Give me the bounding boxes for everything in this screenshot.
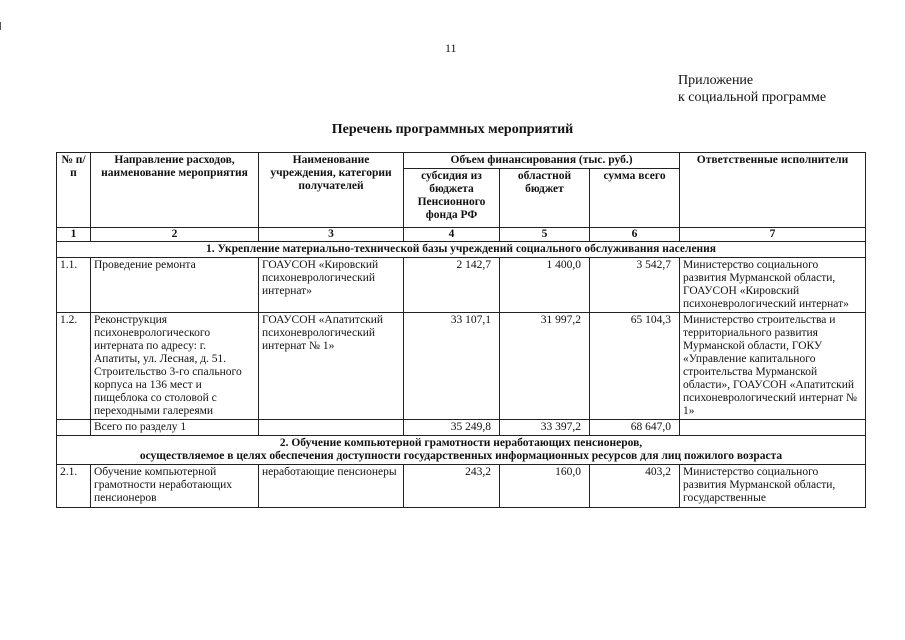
section-2-title [57, 436, 866, 465]
column-number: 4 [404, 228, 500, 242]
header-subsidy: субсидия из бюджета Пенсионного фонда РФ [404, 169, 500, 228]
row-institution: ГОАУСОН «Кировский психоневрологический интернат» [259, 258, 404, 313]
row-total: 3 542,7 [590, 258, 680, 313]
header-regional: областной бюджет [500, 169, 590, 228]
header-row-1 [57, 153, 866, 169]
scan-mark [0, 22, 1, 30]
row-regional: 31 997,2 [500, 313, 590, 420]
summary-num [57, 420, 91, 436]
header-direction: Направление расходов, наименование мероприятия [91, 153, 259, 228]
table-row [57, 258, 866, 313]
table-row [57, 465, 866, 508]
row-subsidy: 243,2 [404, 465, 500, 508]
summary-institution [259, 420, 404, 436]
row-direction: Реконструкция психоневрологического интерната по адресу: г. Апатиты, ул. Лесная, д. 51. Строительство 3-го спального корпуса на 136 мест и пищеблока со столовой с переходными галереями [91, 313, 259, 420]
summary-label: Всего по разделу 1 [91, 420, 259, 436]
annex-line-1: Приложение [678, 73, 754, 88]
summary-row [57, 420, 866, 436]
table-row [57, 313, 866, 420]
section-1-title: 1. Укрепление материально-технической базы учреждений социального обслуживания населения [57, 242, 866, 258]
row-subsidy: 2 142,7 [404, 258, 500, 313]
row-responsible: Министерство строительства и территориального развития Мурманской области, ГОКУ «Управление капитального строительства Мурманской области», ГОАУСОН «Апатитский психоневрологический интернат № 1» [680, 313, 866, 420]
summary-subsidy: 35 249,8 [404, 420, 500, 436]
column-number: 6 [590, 228, 680, 242]
row-responsible: Министерство социального развития Мурманской области, ГОАУСОН «Кировский психоневрологический интернат» [680, 258, 866, 313]
row-total: 403,2 [590, 465, 680, 508]
row-direction: Обучение компьютерной грамотности неработающих пенсионеров [91, 465, 259, 508]
column-number: 2 [91, 228, 259, 242]
row-subsidy: 33 107,1 [404, 313, 500, 420]
program-table [56, 152, 866, 508]
column-number: 1 [57, 228, 91, 242]
row-total: 65 104,3 [590, 313, 680, 420]
section-2-header [57, 436, 866, 465]
section-2-title-line-2: осуществляемое в целях обеспечения доступности государственных информационных ресурсов для лиц пожилого возраста [139, 450, 783, 462]
section-2-title-line-1: 2. Обучение компьютерной грамотности неработающих пенсионеров, [279, 437, 643, 449]
row-responsible [680, 465, 866, 508]
row-num: 1.2. [57, 313, 91, 420]
row-direction: Проведение ремонта [91, 258, 259, 313]
page-number: 11 [445, 41, 457, 55]
header-num: № п/п [57, 153, 91, 228]
row-num: 2.1. [57, 465, 91, 508]
summary-total: 68 647,0 [590, 420, 680, 436]
row-institution: неработающие пенсионеры [259, 465, 404, 508]
column-number: 3 [259, 228, 404, 242]
row-institution: ГОАУСОН «Апатитский психоневрологический интернат № 1» [259, 313, 404, 420]
section-1-header [57, 242, 866, 258]
column-number: 7 [680, 228, 866, 242]
column-number: 5 [500, 228, 590, 242]
summary-responsible [680, 420, 866, 436]
header-institution: Наименование учреждения, категории получателей [259, 153, 404, 228]
annex-block [678, 72, 826, 106]
header-funding-group: Объем финансирования (тыс. руб.) [404, 153, 680, 169]
row-regional: 1 400,0 [500, 258, 590, 313]
header-total: сумма всего [590, 169, 680, 228]
summary-regional: 33 397,2 [500, 420, 590, 436]
header-responsible: Ответственные исполнители [680, 153, 866, 228]
row-responsible-text: Министерство социального развития Мурманской области, государственные [683, 466, 836, 504]
annex-line-2: к социальной программе [678, 90, 827, 105]
document-title: Перечень программных мероприятий [331, 122, 574, 137]
row-num: 1.1. [57, 258, 91, 313]
row-regional: 160,0 [500, 465, 590, 508]
column-number-row [57, 228, 866, 242]
